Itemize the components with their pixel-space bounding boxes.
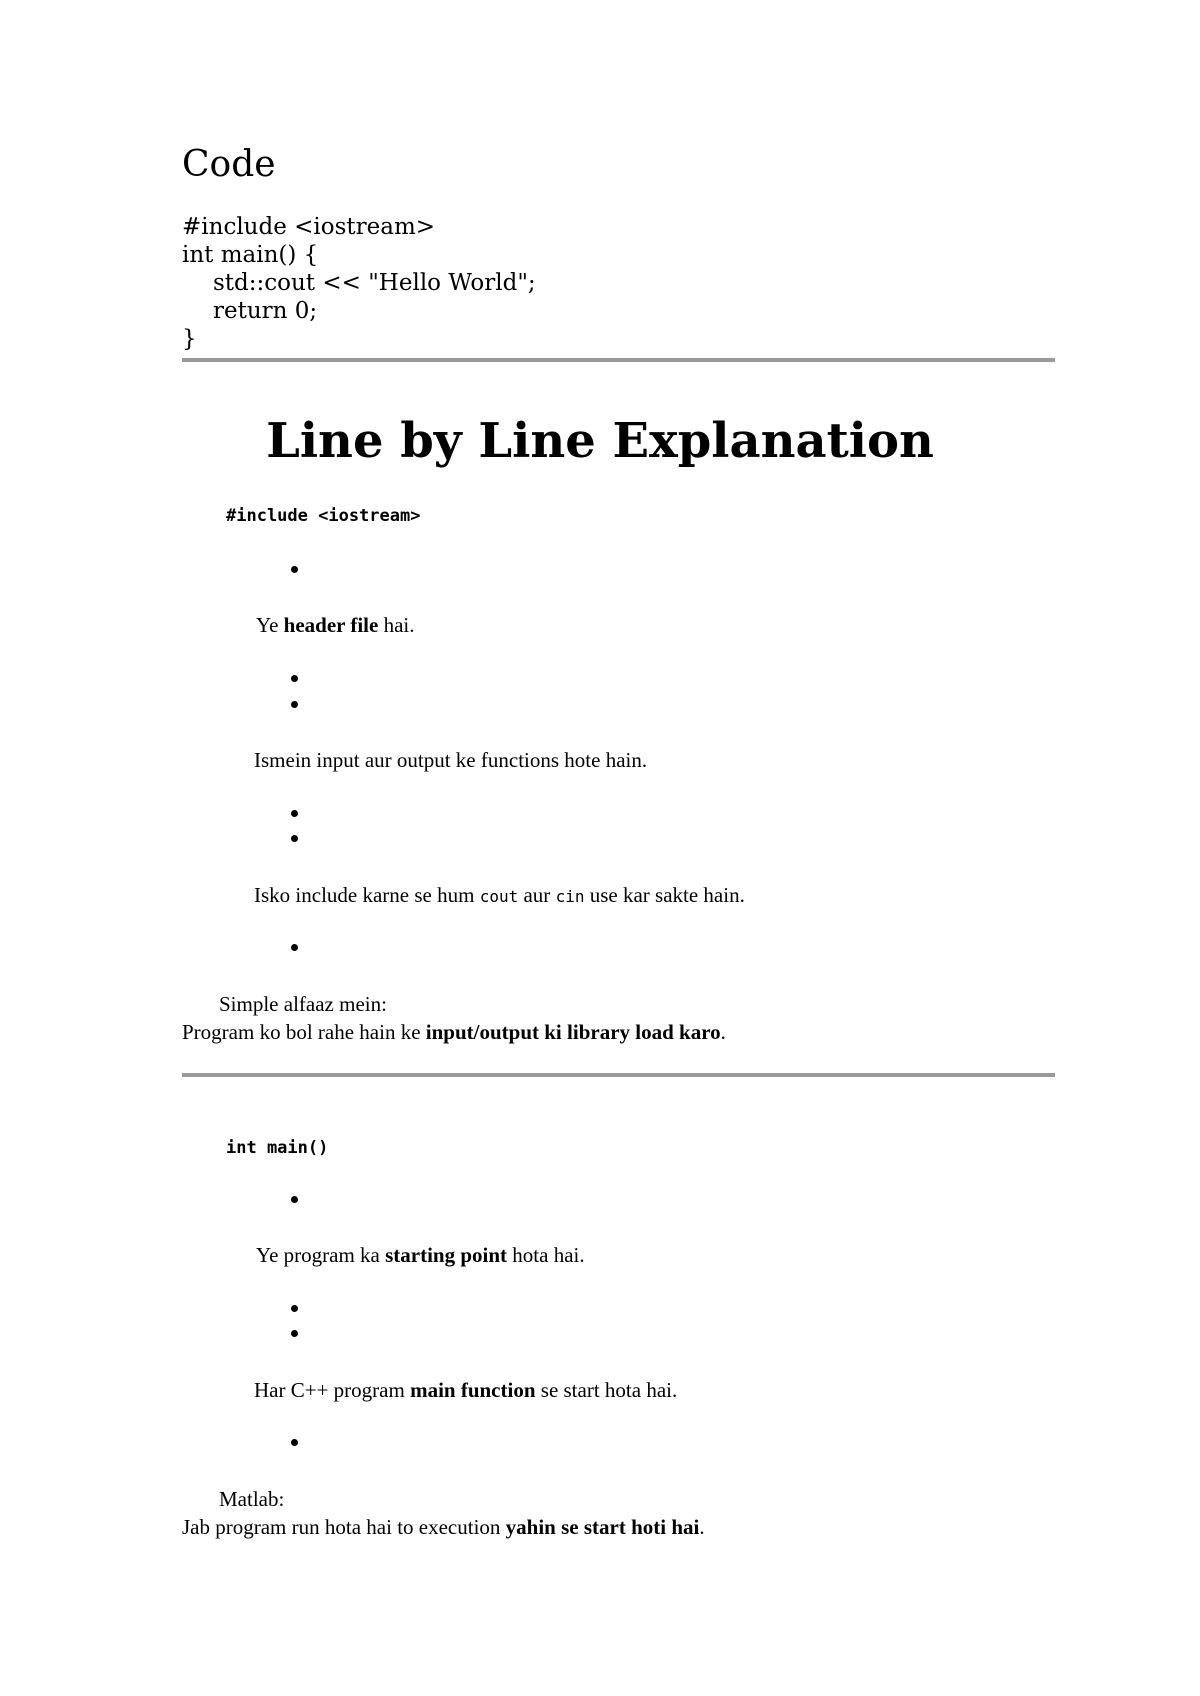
- list-bullet: [291, 1305, 298, 1312]
- list-bullet: [291, 944, 298, 951]
- code-line: #include <iostream>: [182, 214, 436, 240]
- list-bullet: [291, 701, 298, 708]
- explanation-paragraph: Har C++ program main function se start hota hai.: [254, 1378, 678, 1402]
- list-bullet: [291, 810, 298, 817]
- code-label-main: int main(): [226, 1138, 329, 1158]
- list-bullet: [291, 566, 298, 573]
- code-line: return 0;: [213, 298, 318, 324]
- code-label-include: #include <iostream>: [226, 506, 421, 526]
- code-line: int main() {: [182, 242, 319, 268]
- list-bullet: [291, 1196, 298, 1203]
- list-bullet: [291, 1439, 298, 1446]
- list-bullet: [291, 675, 298, 682]
- summary-text: Program ko bol rahe hain ke input/output ki library load karo.: [182, 1020, 726, 1044]
- code-line: }: [182, 326, 197, 352]
- summary-text: Jab program run hota hai to execution yahin se start hoti hai.: [182, 1515, 705, 1539]
- summary-label: Matlab:: [219, 1487, 285, 1511]
- horizontal-rule: [182, 358, 1055, 362]
- explanation-paragraph: Isko include karne se hum cout aur cin use kar sakte hain.: [254, 883, 745, 907]
- explanation-heading: Line by Line Explanation: [266, 413, 934, 469]
- code-heading: Code: [182, 144, 276, 185]
- code-block: [182, 213, 536, 353]
- summary-label: Simple alfaaz mein:: [219, 992, 387, 1016]
- list-bullet: [291, 835, 298, 842]
- list-bullet: [291, 1330, 298, 1337]
- explanation-paragraph: Ismein input aur output ke functions hote hain.: [254, 748, 648, 772]
- explanation-paragraph: Ye program ka starting point hota hai.: [256, 1243, 585, 1267]
- code-line: std::cout << "Hello World";: [213, 270, 536, 296]
- explanation-paragraph: Ye header file hai.: [256, 613, 415, 637]
- horizontal-rule: [182, 1073, 1055, 1077]
